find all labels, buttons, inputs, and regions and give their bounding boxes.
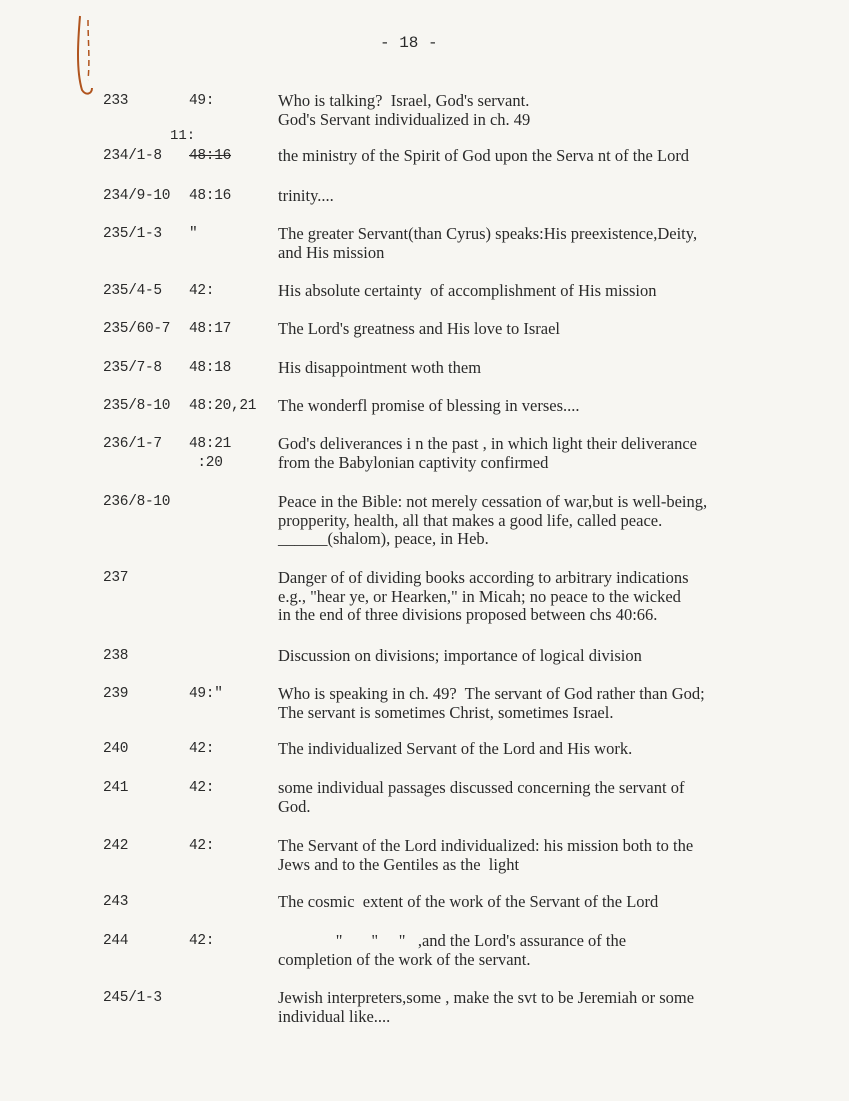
description-line: Who is speaking in ch. 49? The servant of God rather than God; (278, 684, 705, 703)
page-ref: 234/1-8 (103, 148, 162, 164)
page-ref: 233 (103, 93, 129, 109)
description (278, 893, 818, 912)
description-line: God's Servant individualized in ch. 49 (278, 109, 531, 129)
description (278, 779, 818, 816)
page-ref: 236/1-7 (103, 436, 162, 452)
description (278, 320, 818, 339)
description-line: Peace in the Bible: not merely cessation of war,but is well-being, (278, 492, 708, 511)
description-line: propperity, health, all that makes a good life, called peace. (278, 510, 663, 530)
description (278, 932, 818, 969)
description-line: The individualized Servant of the Lord and His work. (278, 739, 633, 758)
description-line: His disappointment woth them (278, 358, 482, 377)
description-line: Who is talking? Israel, God's servant. (278, 91, 530, 110)
description (278, 187, 818, 206)
scripture-ref-line: 42: (189, 283, 215, 299)
scripture-ref-line: 42: (189, 780, 215, 796)
scripture-ref (189, 740, 214, 759)
scripture-ref (189, 147, 231, 166)
description (278, 397, 818, 416)
page-ref: 237 (103, 570, 129, 586)
scripture-ref (189, 225, 197, 244)
description (278, 225, 818, 262)
description-line: God's deliverances i n the past , in which light their deliverance (278, 434, 698, 453)
scripture-ref (189, 92, 214, 111)
description-line: " " " ,and the Lord's assurance of the (278, 931, 627, 950)
description-line: the ministry of the Spirit of God upon the Serva nt of the Lord (278, 146, 690, 165)
scripture-ref (189, 359, 231, 378)
scripture-ref (189, 187, 231, 206)
page-ref: 234/9-10 (103, 188, 171, 204)
scripture-ref (189, 837, 214, 856)
description (278, 685, 818, 722)
description-line: Jewish interpreters,some , make the svt to be Jeremiah or some (278, 988, 695, 1007)
page-ref: 245/1-3 (103, 990, 162, 1006)
page-ref: 243 (103, 894, 129, 910)
description (278, 435, 818, 472)
scripture-ref (189, 932, 214, 951)
scripture-ref (189, 320, 231, 339)
scripture-ref (189, 685, 223, 704)
scripture-ref-line: 42: (189, 741, 215, 757)
description-line: Jews and to the Gentiles as the light (278, 854, 520, 874)
description-line: Discussion on divisions; importance of logical division (278, 646, 642, 665)
margin-note: 11: (170, 128, 196, 144)
page-ref: 235/4-5 (103, 283, 162, 299)
scripture-ref-line: 48:21 (189, 436, 232, 452)
scripture-ref-line: 49: (189, 93, 215, 109)
description-line: The greater Servant(than Cyrus) speaks:His preexistence,Deity, (278, 224, 698, 243)
description-line: trinity.... (278, 186, 334, 205)
description-line: Danger of of dividing books according to arbitrary indications (278, 568, 689, 587)
description-line: His absolute certainty of accomplishment of His mission (278, 281, 657, 300)
description-line: The servant is sometimes Christ, sometimes Israel. (278, 702, 614, 722)
page-ref: 235/7-8 (103, 360, 162, 376)
description-line: e.g., "hear ye, or Hearken," in Micah; no peace to the wicked (278, 586, 681, 606)
scripture-ref-line: " (189, 226, 198, 242)
description (278, 147, 818, 166)
page-number: - 18 - (380, 34, 438, 52)
page-ref: 244 (103, 933, 129, 949)
scripture-ref-line: 42: (189, 933, 215, 949)
description-line: from the Babylonian captivity confirmed (278, 452, 549, 472)
description-line: some individual passages discussed concerning the servant of (278, 778, 685, 797)
scripture-ref-line: :20 (189, 454, 223, 471)
description (278, 989, 818, 1026)
description-line: and His mission (278, 242, 385, 262)
description-line: The cosmic extent of the work of the Servant of the Lord (278, 892, 659, 911)
pen-mark-icon (66, 10, 106, 100)
scripture-ref (189, 435, 231, 472)
description-line: individual like.... (278, 1006, 391, 1026)
description (278, 493, 818, 549)
page-ref: 239 (103, 686, 129, 702)
description (278, 740, 818, 759)
description (278, 569, 818, 625)
scripture-ref (189, 397, 256, 416)
page-ref: 235/8-10 (103, 398, 171, 414)
scripture-ref (189, 282, 214, 301)
description-line: in the end of three divisions proposed between chs 40:66. (278, 605, 658, 625)
description (278, 359, 818, 378)
description (278, 647, 818, 666)
scripture-ref-line: 49:" (189, 686, 223, 702)
description-line: ______(shalom), peace, in Heb. (278, 529, 489, 549)
scripture-ref-line: 42: (189, 838, 215, 854)
page-ref: 238 (103, 648, 129, 664)
description-line: God. (278, 796, 311, 816)
description-line: completion of the work of the servant. (278, 949, 531, 969)
page-ref: 241 (103, 780, 129, 796)
description-line: The Servant of the Lord individualized: his mission both to the (278, 836, 694, 855)
page-ref: 236/8-10 (103, 494, 171, 510)
scripture-ref (189, 779, 214, 798)
description-line: The Lord's greatness and His love to Israel (278, 319, 561, 338)
description-line: The wonderfl promise of blessing in verses.... (278, 396, 580, 415)
description (278, 92, 818, 129)
scripture-ref-line: 48:18 (189, 360, 232, 376)
page-ref: 235/1-3 (103, 226, 162, 242)
scripture-ref-line: 48:16 (189, 188, 232, 204)
page-ref: 235/60-7 (103, 321, 171, 337)
description (278, 837, 818, 874)
scripture-ref-line: 48:16 (189, 148, 232, 164)
page-ref: 240 (103, 741, 129, 757)
scripture-ref-line: 48:20,21 (189, 398, 257, 414)
description (278, 282, 818, 301)
scripture-ref-line: 48:17 (189, 321, 232, 337)
page-ref: 242 (103, 838, 129, 854)
